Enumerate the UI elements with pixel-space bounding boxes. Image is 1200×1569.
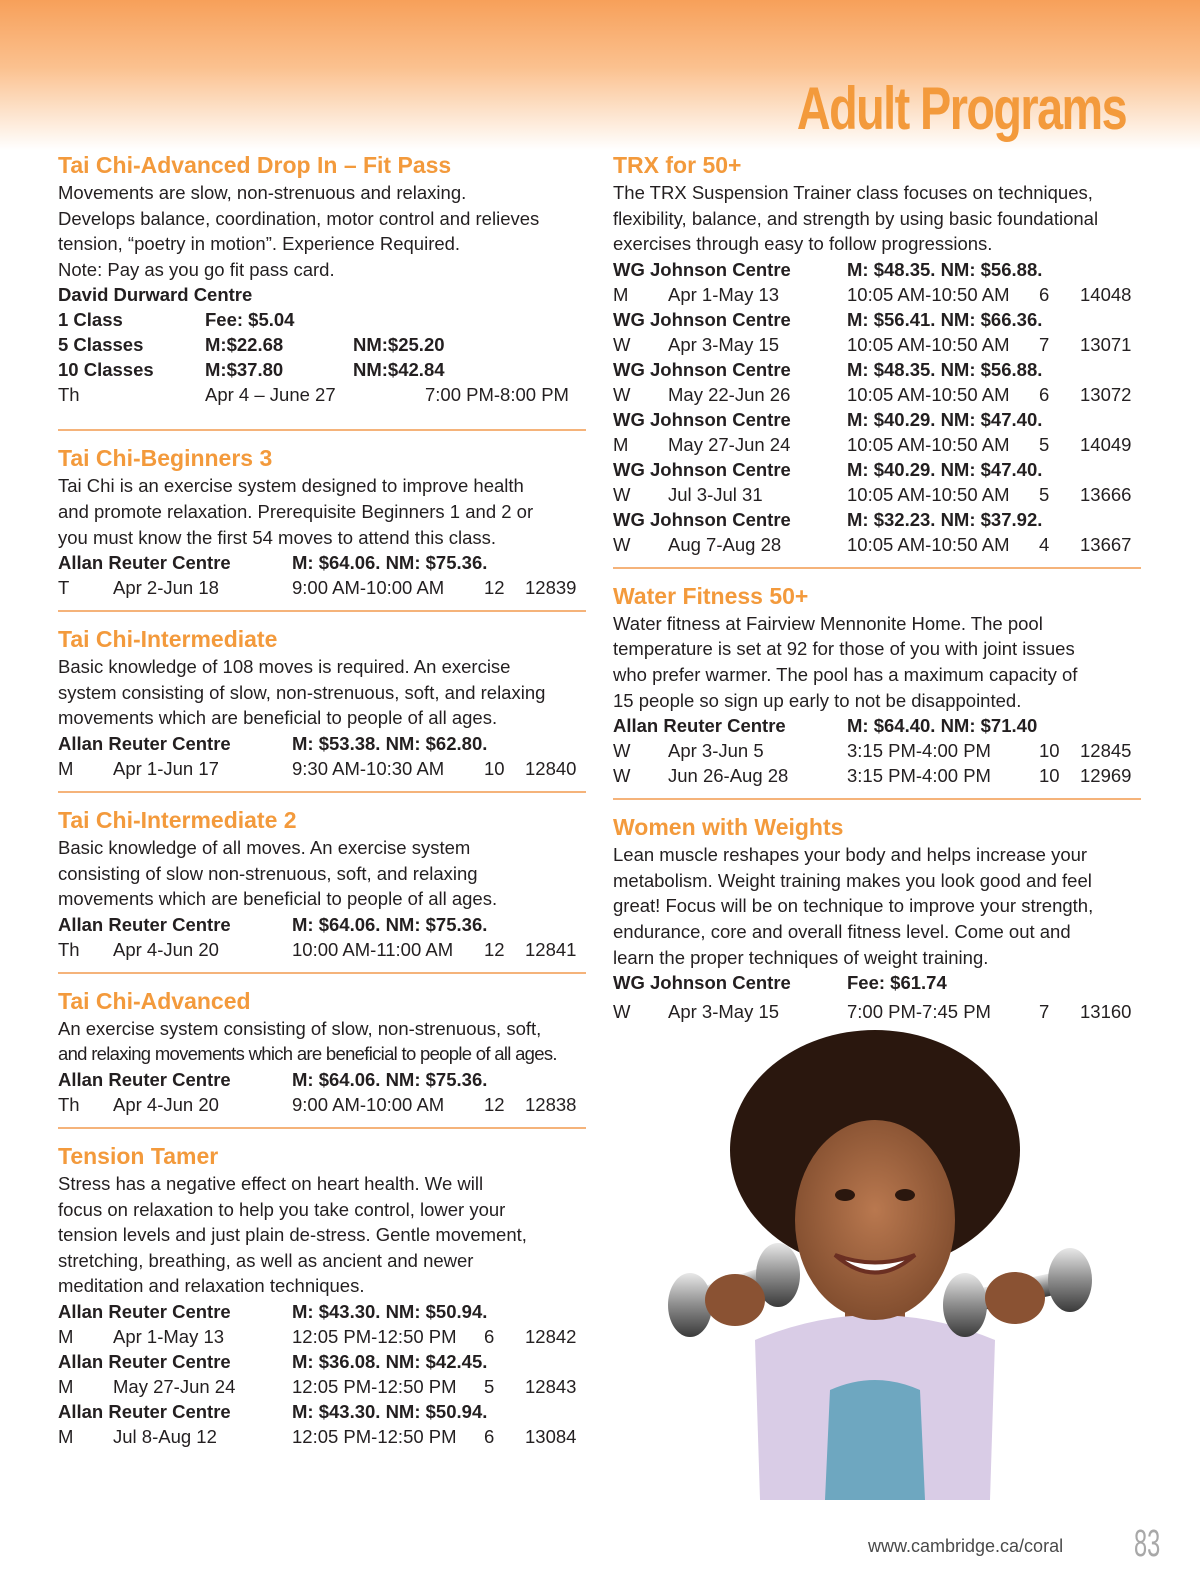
- session-time: 3:15 PM-4:00 PM: [847, 740, 991, 762]
- fee-nonmember: NM:$25.20: [353, 334, 445, 356]
- session-day: W: [613, 483, 631, 505]
- session-day: W: [613, 740, 631, 762]
- description-line: Stress has a negative effect on heart health. We will: [58, 1172, 484, 1194]
- session-row: [58, 1424, 586, 1449]
- session-dates: Apr 1-Jun 17: [113, 757, 219, 779]
- session-count: 7: [1039, 1001, 1050, 1023]
- schedule-row: [58, 382, 586, 407]
- session-header-row: [58, 1067, 586, 1092]
- session-time: 10:05 AM-10:50 AM: [847, 383, 1010, 405]
- left-column: [58, 150, 586, 1449]
- description-line: Develops balance, coordination, motor control and relieves: [58, 207, 540, 229]
- session-day: M: [58, 1325, 74, 1347]
- fee-text: M: $64.06. NM: $75.36.: [292, 552, 488, 574]
- session-header-row: [58, 731, 586, 756]
- fee-text: M: $43.30. NM: $50.94.: [292, 1400, 488, 1422]
- session-dates: Apr 3-May 15: [668, 333, 780, 355]
- session-header-row: [613, 457, 1141, 482]
- section-women-with-weights: [613, 812, 1141, 1024]
- fee-row: [58, 357, 586, 382]
- centre-name: Allan Reuter Centre: [58, 1068, 231, 1090]
- section-tai-chi-intermediate: [58, 624, 586, 781]
- centre-name: WG Johnson Centre: [613, 408, 791, 430]
- session-row: [613, 532, 1141, 557]
- session-count: 4: [1039, 533, 1050, 555]
- fee-text: M: $32.23. NM: $37.92.: [847, 508, 1043, 530]
- fee-label: 1 Class: [58, 309, 123, 331]
- section-divider: [613, 567, 1141, 569]
- centre-name: WG Johnson Centre: [613, 358, 791, 380]
- session-day: M: [613, 283, 629, 305]
- session-header-row: [58, 1299, 586, 1324]
- face-shape: [795, 1120, 955, 1320]
- description-line: The TRX Suspension Trainer class focuses on techniques,: [613, 182, 1093, 203]
- section-divider: [58, 972, 586, 974]
- session-dates: Apr 4-Jun 20: [113, 938, 219, 960]
- description-line: 15 people so sign up early to not be disappointed.: [613, 689, 1022, 711]
- section-title: Tai Chi-Advanced: [58, 987, 251, 1014]
- session-day: M: [613, 433, 629, 455]
- fee-text: M: $53.38. NM: $62.80.: [292, 732, 488, 754]
- footer-url[interactable]: www.cambridge.ca/coral: [868, 1536, 1064, 1556]
- session-row: [58, 937, 586, 962]
- session-count: 10: [1039, 765, 1060, 787]
- session-dates: Apr 2-Jun 18: [113, 577, 219, 599]
- session-code: 12838: [525, 1093, 577, 1115]
- section-description: [58, 1171, 586, 1299]
- section-divider: [58, 791, 586, 793]
- session-time: 9:30 AM-10:30 AM: [292, 757, 445, 779]
- description-line: and relaxing movements which are beneficial to people of all ages.: [58, 1043, 557, 1065]
- section-title: TRX for 50+: [613, 152, 742, 178]
- session-header-row: [613, 307, 1141, 332]
- schedule-day: Th: [58, 384, 80, 406]
- session-header-row: [58, 912, 586, 937]
- session-header-row: [58, 1349, 586, 1374]
- session-time: 9:00 AM-10:00 AM: [292, 1093, 445, 1115]
- fee-text: M: $48.35. NM: $56.88.: [847, 358, 1043, 380]
- fee-text: M: $56.41. NM: $66.36.: [847, 308, 1043, 330]
- session-header-row: [613, 357, 1141, 382]
- description-line: metabolism. Weight training makes you look good and feel: [613, 869, 1092, 891]
- session-time: 10:05 AM-10:50 AM: [847, 533, 1010, 555]
- session-day: M: [58, 1375, 74, 1397]
- session-row: [613, 332, 1141, 357]
- session-dates: Aug 7-Aug 28: [668, 533, 782, 555]
- schedule-dates: Apr 4 – June 27: [205, 384, 336, 406]
- centre-name: WG Johnson Centre: [613, 308, 791, 330]
- centre-name: Allan Reuter Centre: [58, 552, 231, 574]
- description-line: stretching, breathing, as well as ancient and newer: [58, 1249, 474, 1271]
- session-count: 10: [1039, 740, 1060, 762]
- centre-name: Allan Reuter Centre: [58, 1400, 231, 1422]
- description-line: flexibility, balance, and strength by using basic foundational: [613, 207, 1099, 229]
- woman-with-dumbbells-photo: [660, 1030, 1100, 1500]
- session-code: 12839: [525, 577, 577, 599]
- session-count: 5: [1039, 483, 1050, 505]
- session-header-row: [613, 970, 1141, 995]
- session-row: [613, 763, 1141, 788]
- session-dates: Jul 8-Aug 12: [113, 1425, 217, 1447]
- description-line: movements which are beneficial to people of all ages.: [58, 707, 498, 729]
- description-line: Water fitness at Fairview Mennonite Home. The pool: [613, 612, 1043, 634]
- centre-name: WG Johnson Centre: [613, 972, 791, 994]
- section-description: [58, 1016, 586, 1067]
- section-tension-tamer: [58, 1141, 586, 1449]
- centre-name: Allan Reuter Centre: [58, 732, 231, 754]
- section-description: [613, 611, 1141, 713]
- description-line: temperature is set at 92 for those of you with joint issues: [613, 638, 1075, 660]
- session-code: 14049: [1080, 433, 1132, 455]
- session-count: 6: [484, 1425, 495, 1447]
- schedule-time: 7:00 PM-8:00 PM: [425, 384, 569, 406]
- session-day: W: [613, 1001, 631, 1023]
- session-code: 12845: [1080, 740, 1132, 762]
- session-row: [613, 382, 1141, 407]
- session-code: 13160: [1080, 1001, 1132, 1023]
- session-header-row: [58, 550, 586, 575]
- location-row: [58, 282, 586, 307]
- session-count: 5: [1039, 433, 1050, 455]
- session-count: 12: [484, 938, 505, 960]
- session-header-row: [613, 257, 1141, 282]
- session-dates: Jul 3-Jul 31: [668, 483, 763, 505]
- section-divider: [613, 798, 1141, 800]
- centre-name: Allan Reuter Centre: [613, 715, 786, 737]
- session-count: 12: [484, 1093, 505, 1115]
- session-time: 10:05 AM-10:50 AM: [847, 283, 1010, 305]
- description-line: you must know the first 54 moves to attend this class.: [58, 526, 497, 548]
- session-count: 6: [484, 1325, 495, 1347]
- section-tai-chi-intermediate-2: [58, 805, 586, 962]
- description-line: Note: Pay as you go fit pass card.: [58, 258, 335, 280]
- session-day: W: [613, 383, 631, 405]
- eye-shape: [895, 1189, 915, 1201]
- session-row: [613, 999, 1141, 1024]
- right-hand-shape: [985, 1272, 1045, 1324]
- session-code: 12840: [525, 757, 577, 779]
- section-tai-chi-advanced: [58, 986, 586, 1117]
- section-tai-chi-fit-pass: [58, 150, 586, 407]
- session-time: 12:05 PM-12:50 PM: [292, 1325, 457, 1347]
- section-description: [58, 654, 586, 731]
- dumbbell-weight: [668, 1273, 712, 1337]
- fee-text: M: $43.30. NM: $50.94.: [292, 1300, 488, 1322]
- fee-text: M: $36.08. NM: $42.45.: [292, 1350, 488, 1372]
- session-row: [58, 1092, 586, 1117]
- fee-label: 5 Classes: [58, 334, 144, 356]
- description-line: tension, “poetry in motion”. Experience Required.: [58, 233, 461, 255]
- session-day: W: [613, 333, 631, 355]
- session-dates: Apr 3-May 15: [668, 1001, 780, 1023]
- session-count: 7: [1039, 333, 1050, 355]
- section-divider: [58, 1127, 586, 1129]
- fee-text: M: $64.40. NM: $71.40: [847, 715, 1038, 737]
- section-description: [58, 180, 586, 282]
- session-time: 7:00 PM-7:45 PM: [847, 1001, 991, 1023]
- session-code: 13072: [1080, 383, 1132, 405]
- session-dates: May 22-Jun 26: [668, 383, 791, 405]
- session-code: 12843: [525, 1375, 577, 1397]
- page-title: Adult Programs: [796, 75, 1126, 142]
- session-time: 10:05 AM-10:50 AM: [847, 333, 1010, 355]
- centre-name: WG Johnson Centre: [613, 508, 791, 530]
- centre-name: Allan Reuter Centre: [58, 913, 231, 935]
- session-row: [58, 756, 586, 781]
- description-line: Tai Chi is an exercise system designed to improve health: [58, 475, 524, 497]
- section-title: Tension Tamer: [58, 1142, 219, 1169]
- session-day: M: [58, 757, 74, 779]
- description-line: who prefer warmer. The pool has a maximum capacity of: [613, 663, 1078, 685]
- session-row: [613, 738, 1141, 763]
- fee-row: [58, 307, 586, 332]
- section-divider: [58, 610, 586, 612]
- session-dates: Apr 1-May 13: [668, 283, 780, 305]
- fee-text: M: $64.06. NM: $75.36.: [292, 913, 488, 935]
- section-description: [58, 835, 586, 912]
- session-dates: Apr 3-Jun 5: [668, 740, 764, 762]
- session-time: 10:05 AM-10:50 AM: [847, 483, 1010, 505]
- section-description: [613, 180, 1141, 257]
- session-time: 3:15 PM-4:00 PM: [847, 765, 991, 787]
- section-title: Water Fitness 50+: [613, 582, 809, 609]
- session-code: 13666: [1080, 483, 1132, 505]
- fee-row: [58, 332, 586, 357]
- fee-text: M: $64.06. NM: $75.36.: [292, 1068, 488, 1090]
- left-hand-shape: [705, 1274, 765, 1326]
- right-column: [613, 150, 1141, 1024]
- centre-name: Allan Reuter Centre: [58, 1300, 231, 1322]
- section-title: Women with Weights: [613, 814, 844, 841]
- section-description: [613, 842, 1141, 970]
- description-line: consisting of slow non-strenuous, soft, and relaxing: [58, 862, 478, 884]
- session-code: 13071: [1080, 333, 1132, 355]
- section-tai-chi-beginners-3: [58, 443, 586, 600]
- description-line: and promote relaxation. Prerequisite Beginners 1 and 2 or: [58, 500, 534, 522]
- session-count: 6: [1039, 383, 1050, 405]
- session-day: Th: [58, 1093, 80, 1115]
- fee-member: Fee: $5.04: [205, 309, 295, 331]
- section-water-fitness: [613, 581, 1141, 788]
- section-title: Tai Chi-Intermediate 2: [58, 806, 297, 833]
- centre-name: Allan Reuter Centre: [58, 1350, 231, 1372]
- fee-member: M:$22.68: [205, 334, 284, 356]
- session-code: 12842: [525, 1325, 577, 1347]
- description-line: focus on relaxation to help you take control, lower your: [58, 1198, 506, 1220]
- session-row: [58, 1374, 586, 1399]
- description-line: Movements are slow, non-strenuous and relaxing.: [58, 182, 467, 203]
- session-code: 12841: [525, 938, 577, 960]
- session-row: [613, 282, 1141, 307]
- session-header-row: [613, 507, 1141, 532]
- section-title: Tai Chi-Advanced Drop In – Fit Pass: [58, 152, 452, 178]
- section-description: [58, 473, 586, 550]
- location-name: David Durward Centre: [58, 284, 253, 306]
- centre-name: WG Johnson Centre: [613, 258, 791, 280]
- session-time: 9:00 AM-10:00 AM: [292, 577, 445, 599]
- description-line: Basic knowledge of 108 moves is required. An exercise: [58, 656, 511, 678]
- session-count: 10: [484, 757, 505, 779]
- session-row: [613, 432, 1141, 457]
- section-title: Tai Chi-Beginners 3: [58, 445, 273, 472]
- session-code: 12969: [1080, 765, 1132, 787]
- session-count: 12: [484, 577, 505, 599]
- centre-name: WG Johnson Centre: [613, 458, 791, 480]
- description-line: movements which are beneficial to people of all ages.: [58, 888, 498, 910]
- dumbbell-weight: [1048, 1248, 1092, 1312]
- fee-text: Fee: $61.74: [847, 972, 947, 994]
- session-dates: May 27-Jun 24: [668, 433, 791, 455]
- description-line: tension levels and just plain de-stress. Gentle movement,: [58, 1224, 527, 1246]
- fee-label: 10 Classes: [58, 359, 154, 381]
- description-line: exercises through easy to follow progressions.: [613, 233, 993, 255]
- fee-text: M: $48.35. NM: $56.88.: [847, 258, 1043, 280]
- session-day: W: [613, 533, 631, 555]
- session-header-row: [613, 407, 1141, 432]
- session-time: 10:00 AM-11:00 AM: [292, 938, 454, 960]
- description-line: Lean muscle reshapes your body and helps increase your: [613, 844, 1088, 866]
- session-time: 12:05 PM-12:50 PM: [292, 1375, 457, 1397]
- section-trx-for-50-plus: [613, 150, 1141, 557]
- session-code: 13084: [525, 1425, 577, 1447]
- page-number: 83: [1134, 1523, 1161, 1565]
- session-row: [58, 1324, 586, 1349]
- session-header-row: [58, 1399, 586, 1424]
- session-dates: Jun 26-Aug 28: [668, 765, 789, 787]
- session-count: 5: [484, 1375, 495, 1397]
- session-dates: Apr 4-Jun 20: [113, 1093, 219, 1115]
- session-row: [58, 575, 586, 600]
- session-row: [613, 482, 1141, 507]
- session-dates: May 27-Jun 24: [113, 1375, 236, 1397]
- description-line: system consisting of slow, non-strenuous, soft, and relaxing: [58, 681, 546, 703]
- description-line: meditation and relaxation techniques.: [58, 1275, 365, 1297]
- session-day: W: [613, 765, 631, 787]
- fee-text: M: $40.29. NM: $47.40.: [847, 408, 1043, 430]
- description-line: Basic knowledge of all moves. An exercise system: [58, 836, 471, 858]
- session-day: T: [58, 577, 70, 599]
- session-day: Th: [58, 938, 80, 960]
- fee-nonmember: NM:$42.84: [353, 359, 445, 381]
- session-count: 6: [1039, 283, 1050, 305]
- session-dates: Apr 1-May 13: [113, 1325, 225, 1347]
- description-line: learn the proper techniques of weight training.: [613, 946, 989, 968]
- session-time: 10:05 AM-10:50 AM: [847, 433, 1010, 455]
- session-day: M: [58, 1425, 74, 1447]
- section-title: Tai Chi-Intermediate: [58, 626, 278, 653]
- fee-member: M:$37.80: [205, 359, 284, 381]
- description-line: An exercise system consisting of slow, non-strenuous, soft,: [58, 1017, 542, 1039]
- description-line: great! Focus will be on technique to improve your strength,: [613, 895, 1094, 917]
- description-line: endurance, core and overall fitness level. Come out and: [613, 920, 1071, 942]
- eye-shape: [835, 1189, 855, 1201]
- dumbbell-weight: [943, 1273, 987, 1337]
- fee-text: M: $40.29. NM: $47.40.: [847, 458, 1043, 480]
- session-header-row: [613, 713, 1141, 738]
- session-code: 14048: [1080, 283, 1132, 305]
- section-divider: [58, 429, 586, 431]
- session-time: 12:05 PM-12:50 PM: [292, 1425, 457, 1447]
- session-code: 13667: [1080, 533, 1132, 555]
